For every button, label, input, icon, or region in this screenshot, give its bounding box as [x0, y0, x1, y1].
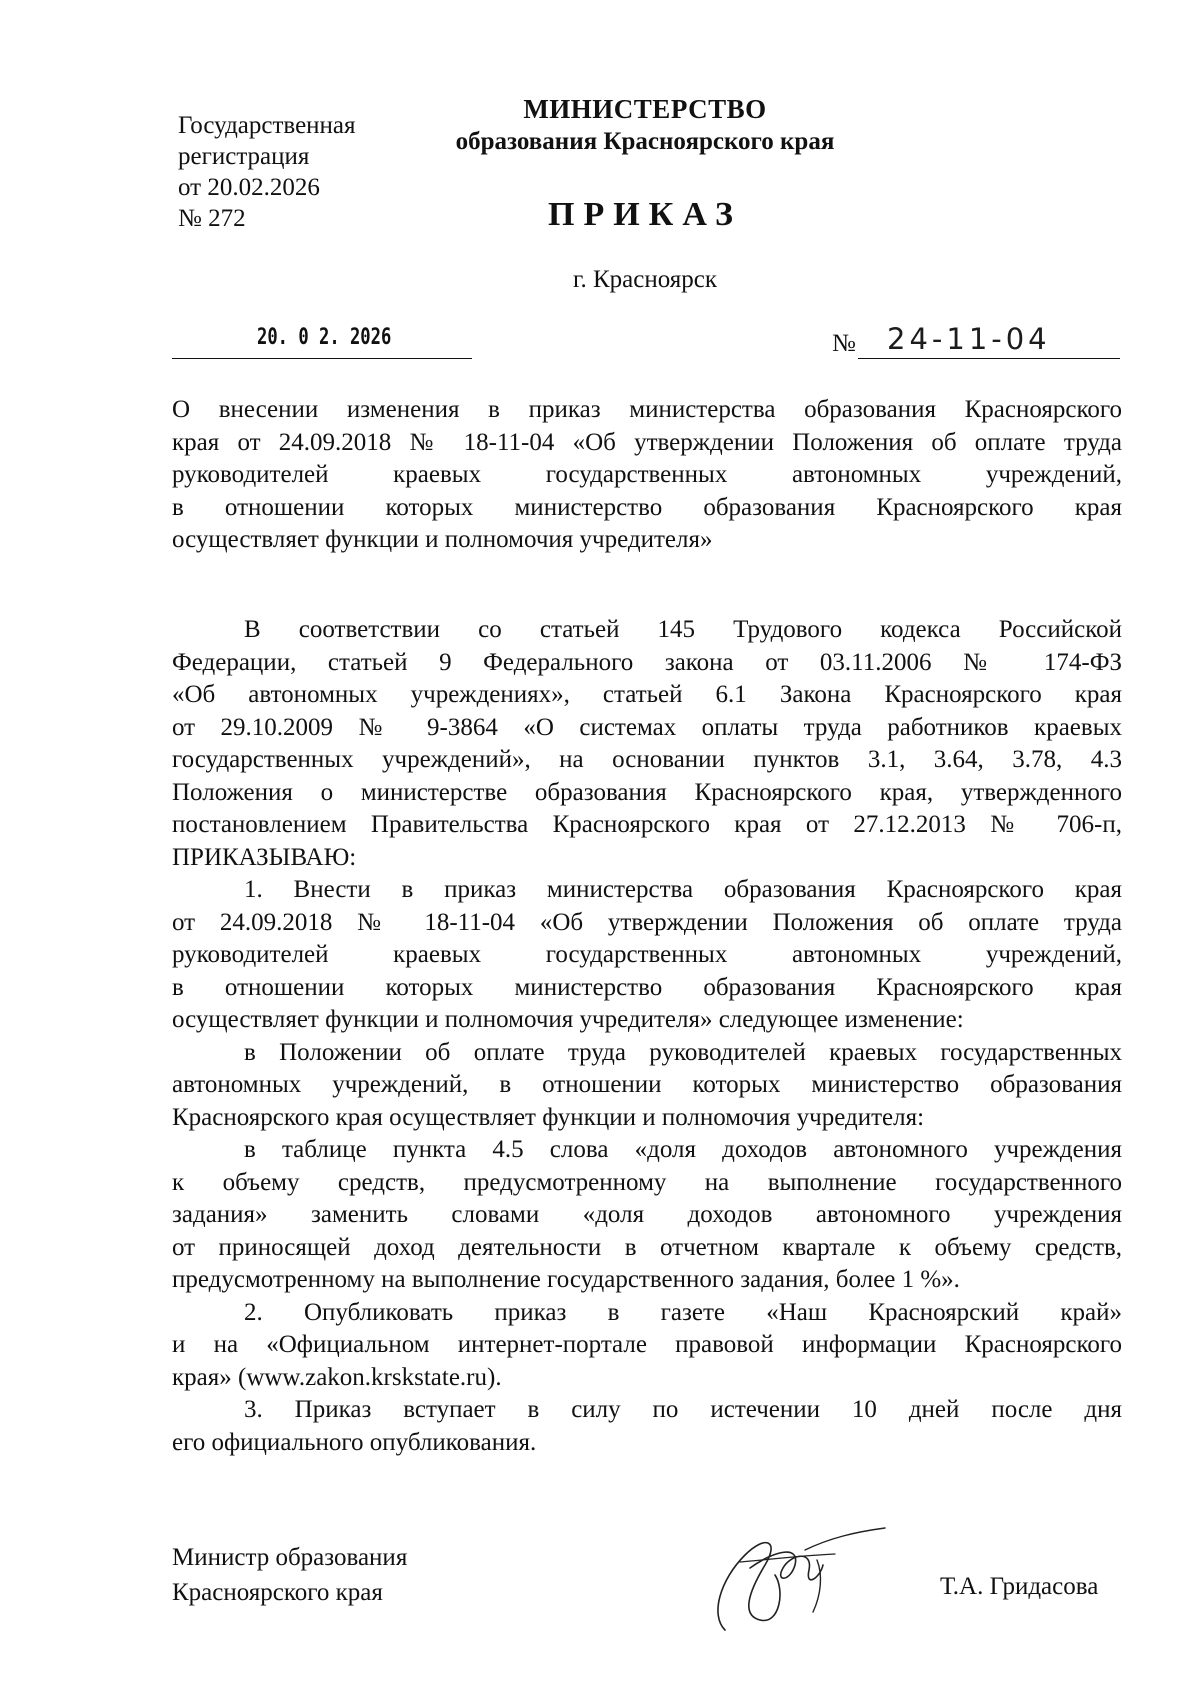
signatory-name: Т.А. Гридасова	[940, 1573, 1099, 1600]
body-line: от 24.09.2018 № 18-11-04 «Об утверждении Положения об оплате труда	[172, 908, 1122, 936]
order-date: 20. 0 2. 2026	[257, 325, 392, 350]
ministry-header	[420, 92, 870, 158]
registration-date: от 20.02.2026	[178, 174, 320, 201]
order-subject	[172, 394, 1122, 557]
body-line: Красноярского края осуществляет функции и полномочия учредителя:	[172, 1103, 925, 1131]
body-line: задания» заменить словами «доля доходов автономного учреждения	[172, 1201, 1122, 1228]
body-line: руководителей краевых государственных автономных учреждений,	[172, 941, 1122, 968]
number-sign: №	[832, 330, 856, 357]
signatory-title-line-2: Красноярского края	[172, 1579, 383, 1606]
body-line: его официального опубликования.	[172, 1428, 537, 1456]
order-body	[172, 614, 1122, 1459]
ministry-title: МИНИСТЕРСТВО	[523, 94, 767, 124]
city-name: г. Красноярск	[573, 266, 717, 293]
body-line: государственных учреждений», на основании пунктов 3.1, 3.64, 3.78, 4.3	[172, 746, 1122, 773]
body-line: от приносящей доход деятельности в отчетном квартале к объему средств,	[172, 1233, 1122, 1261]
registration-line-2: регистрация	[178, 143, 310, 170]
document-type-title: ПРИКАЗ	[548, 196, 742, 233]
ministry-subtitle: образования Красноярского края	[455, 128, 835, 155]
subject-line: осуществляет функции и полномочия учредителя»	[172, 526, 713, 553]
subject-line: руководителей краевых государственных автономных учреждений,	[172, 461, 1122, 488]
signatory-title-line-1: Министр образования	[172, 1544, 408, 1571]
number-underline	[858, 358, 1120, 359]
order-number-handwritten: 24-11-04	[887, 322, 1051, 356]
body-line: в отношении которых министерство образования Красноярского края	[172, 973, 1122, 1001]
body-line: 1. Внести в приказ министерства образования Красноярского края	[244, 876, 1122, 903]
body-line: автономных учреждений, в отношении которых министерство образования	[172, 1071, 1122, 1098]
body-line: предусмотренному на выполнение государственного задания, более 1 %».	[172, 1266, 960, 1293]
body-line: Положения о министерстве образования Красноярского края, утвержденного	[172, 778, 1122, 806]
signatory-title	[172, 1540, 407, 1610]
registration-number: № 272	[178, 205, 246, 232]
body-line: В соответствии со статьей 145 Трудового кодекса Российской	[244, 616, 1122, 643]
body-line: Федерации, статьей 9 Федерального закона от 03.11.2006 № 174-ФЗ	[172, 648, 1122, 676]
handwritten-signature-icon	[705, 1520, 905, 1640]
body-line: постановлением Правительства Красноярского края от 27.12.2013 № 706-п,	[172, 811, 1122, 838]
body-line-prikazyvayu: ПРИКАЗЫВАЮ:	[172, 843, 357, 871]
body-line: от 29.10.2009 № 9-3864 «О системах оплаты труда работников краевых	[172, 713, 1122, 741]
subject-line: О внесении изменения в приказ министерства образования Красноярского	[172, 396, 1122, 423]
body-line: 2. Опубликовать приказ в газете «Наш Красноярский край»	[244, 1298, 1122, 1326]
registration-line-1: Государственная	[178, 112, 356, 139]
subject-line: в отношении которых министерство образования Красноярского края	[172, 493, 1122, 521]
body-line: осуществляет функции и полномочия учредителя» следующее изменение:	[172, 1006, 964, 1033]
date-underline	[172, 358, 472, 359]
body-line: в таблице пункта 4.5 слова «доля доходов автономного учреждения	[244, 1136, 1122, 1163]
subject-line: края от 24.09.2018 № 18-11-04 «Об утверждении Положения об оплате труда	[172, 428, 1122, 456]
body-line: края» (www.zakon.krskstate.ru).	[172, 1363, 502, 1391]
body-line: 3. Приказ вступает в силу по истечении 10 дней после дня	[244, 1396, 1122, 1423]
body-line: к объему средств, предусмотренному на выполнение государственного	[172, 1168, 1122, 1196]
registration-stamp	[178, 110, 438, 234]
body-line: и на «Официальном интернет-портале правовой информации Красноярского	[172, 1331, 1122, 1358]
body-line: в Положении об оплате труда руководителей краевых государственных	[244, 1038, 1122, 1066]
body-line: «Об автономных учреждениях», статьей 6.1 Закона Красноярского края	[172, 681, 1122, 708]
